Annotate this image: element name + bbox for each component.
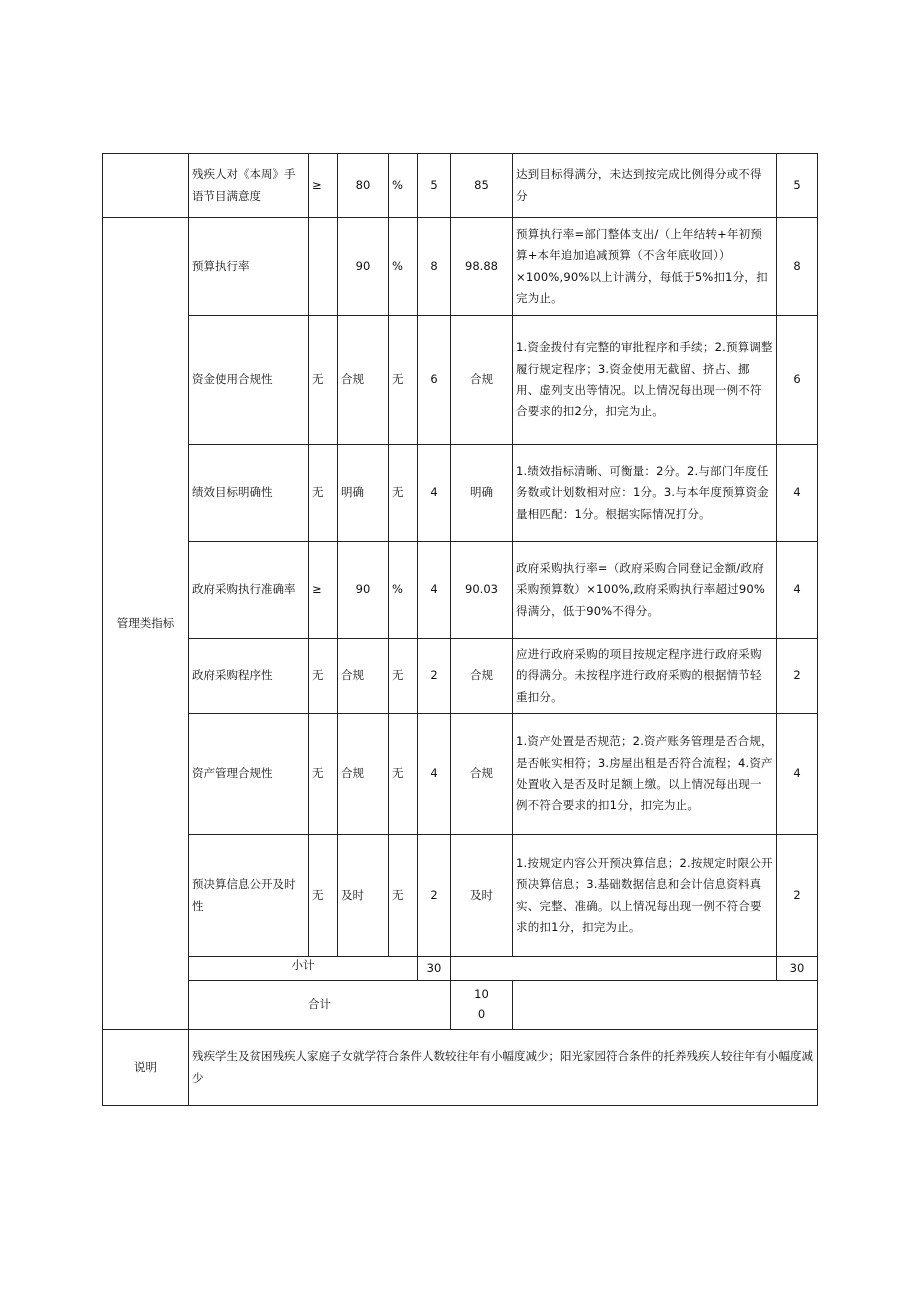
- unit-cell: %: [389, 154, 418, 218]
- note-row: [103, 1030, 818, 1106]
- unit-cell: 无: [389, 316, 418, 445]
- weight-cell: 2: [418, 835, 451, 957]
- standard-cell: 1.绩效指标清晰、可衡量：2分。2.与部门年度任务数或计划数相对应：1分。3.与本年度预算资金量相匹配：1分。根据实际情况打分。: [513, 445, 777, 542]
- total-weight: [451, 981, 513, 1030]
- performance-table: [102, 153, 818, 1106]
- standard-cell: 政府采购执行率=（政府采购合同登记金额/政府采购预算数）×100%,政府采购执行率超过90%得满分，低于90%不得分。: [513, 542, 777, 639]
- unit-cell: 无: [389, 835, 418, 957]
- category-cell: 管理类指标: [103, 218, 189, 1030]
- total-label: 合计: [189, 981, 451, 1030]
- standard-cell: 1.资金拨付有完整的审批程序和手续；2.预算调整履行规定程序；3.资金使用无截留、挤占、挪用、虚列支出等情况。以上情况每出现一例不符合要求的扣2分，扣完为止。: [513, 316, 777, 445]
- subtotal-blank: [451, 957, 777, 981]
- table-row: [103, 639, 818, 714]
- standard-cell: 1.按规定内容公开预决算信息；2.按规定时限公开预决算信息；3.基础数据信息和会计信息资料真实、完整、准确。以上情况每出现一例不符合要求的扣1分，扣完为止。: [513, 835, 777, 957]
- weight-cell: 2: [418, 639, 451, 714]
- table-row: [103, 445, 818, 542]
- actual-cell: 98.88: [451, 218, 513, 316]
- indicator-cell: 预算执行率: [189, 218, 309, 316]
- operator-cell: ≥: [309, 542, 338, 639]
- table-row: [103, 316, 818, 445]
- score-cell: 2: [777, 639, 818, 714]
- weight-cell: 4: [418, 542, 451, 639]
- score-cell: 6: [777, 316, 818, 445]
- operator-cell: 无: [309, 445, 338, 542]
- target-cell: 及时: [338, 835, 389, 957]
- note-text: 残疾学生及贫困残疾人家庭子女就学符合条件人数较往年有小幅度减少；阳光家园符合条件的托养残疾人较往年有小幅度减少: [189, 1030, 818, 1106]
- operator-cell: 无: [309, 639, 338, 714]
- blank-category-cell: [103, 154, 189, 218]
- operator-cell: 无: [309, 714, 338, 835]
- weight-cell: 6: [418, 316, 451, 445]
- actual-cell: 明确: [451, 445, 513, 542]
- unit-cell: 无: [389, 445, 418, 542]
- subtotal-weight: 30: [418, 957, 451, 981]
- unit-cell: 无: [389, 714, 418, 835]
- indicator-cell: 残疾人对《本周》手语节目满意度: [189, 154, 309, 218]
- indicator-cell: 预决算信息公开及时性: [189, 835, 309, 957]
- actual-cell: 合规: [451, 714, 513, 835]
- indicator-cell: 绩效目标明确性: [189, 445, 309, 542]
- score-cell: 5: [777, 154, 818, 218]
- total-weight-line2: 0: [477, 1007, 486, 1021]
- standard-cell: 1.资产处置是否规范；2.资产账务管理是否合规，是否帐实相符；3.房屋出租是否符合流程；4.资产处置收入是否及时足额上缴。以上情况每出现一例不符合要求的扣1分，扣完为止。: [513, 714, 777, 835]
- total-row: [103, 981, 818, 1030]
- score-cell: 4: [777, 445, 818, 542]
- weight-cell: 5: [418, 154, 451, 218]
- target-cell: 合规: [338, 714, 389, 835]
- standard-cell: 预算执行率=部门整体支出/（上年结转+年初预算+本年追加追减预算（不含年底收回））×100%,90%以上计满分，每低于5%扣1分，扣完为止。: [513, 218, 777, 316]
- weight-cell: 8: [418, 218, 451, 316]
- table-row: [103, 835, 818, 957]
- actual-cell: 85: [451, 154, 513, 218]
- total-weight-line1: 10: [474, 987, 489, 1002]
- operator-cell: [309, 218, 338, 316]
- score-cell: 2: [777, 835, 818, 957]
- target-cell: 90: [338, 542, 389, 639]
- score-cell: 4: [777, 714, 818, 835]
- indicator-cell: 政府采购执行准确率: [189, 542, 309, 639]
- operator-cell: 无: [309, 835, 338, 957]
- actual-cell: 合规: [451, 316, 513, 445]
- score-cell: 4: [777, 542, 818, 639]
- target-cell: 合规: [338, 639, 389, 714]
- table-row: [103, 218, 818, 316]
- actual-cell: 合规: [451, 639, 513, 714]
- total-blank: [513, 981, 818, 1030]
- weight-cell: 4: [418, 714, 451, 835]
- table-row: [103, 542, 818, 639]
- unit-cell: 无: [389, 639, 418, 714]
- note-label: 说明: [103, 1030, 189, 1106]
- weight-cell: 4: [418, 445, 451, 542]
- operator-cell: ≥: [309, 154, 338, 218]
- score-cell: 8: [777, 218, 818, 316]
- unit-cell: %: [389, 218, 418, 316]
- unit-cell: %: [389, 542, 418, 639]
- target-cell: 90: [338, 218, 389, 316]
- actual-cell: 90.03: [451, 542, 513, 639]
- target-cell: 合规: [338, 316, 389, 445]
- subtotal-label: 小计: [189, 957, 418, 981]
- indicator-cell: 资金使用合规性: [189, 316, 309, 445]
- table-row: [103, 154, 818, 218]
- actual-cell: 及时: [451, 835, 513, 957]
- standard-cell: 应进行政府采购的项目按规定程序进行政府采购的得满分。未按程序进行政府采购的根据情节轻重扣分。: [513, 639, 777, 714]
- indicator-cell: 政府采购程序性: [189, 639, 309, 714]
- target-cell: 80: [338, 154, 389, 218]
- subtotal-score: 30: [777, 957, 818, 981]
- table-row: [103, 714, 818, 835]
- subtotal-row: [103, 957, 818, 981]
- standard-cell: 达到目标得满分，未达到按完成比例得分或不得分: [513, 154, 777, 218]
- operator-cell: 无: [309, 316, 338, 445]
- target-cell: 明确: [338, 445, 389, 542]
- indicator-cell: 资产管理合规性: [189, 714, 309, 835]
